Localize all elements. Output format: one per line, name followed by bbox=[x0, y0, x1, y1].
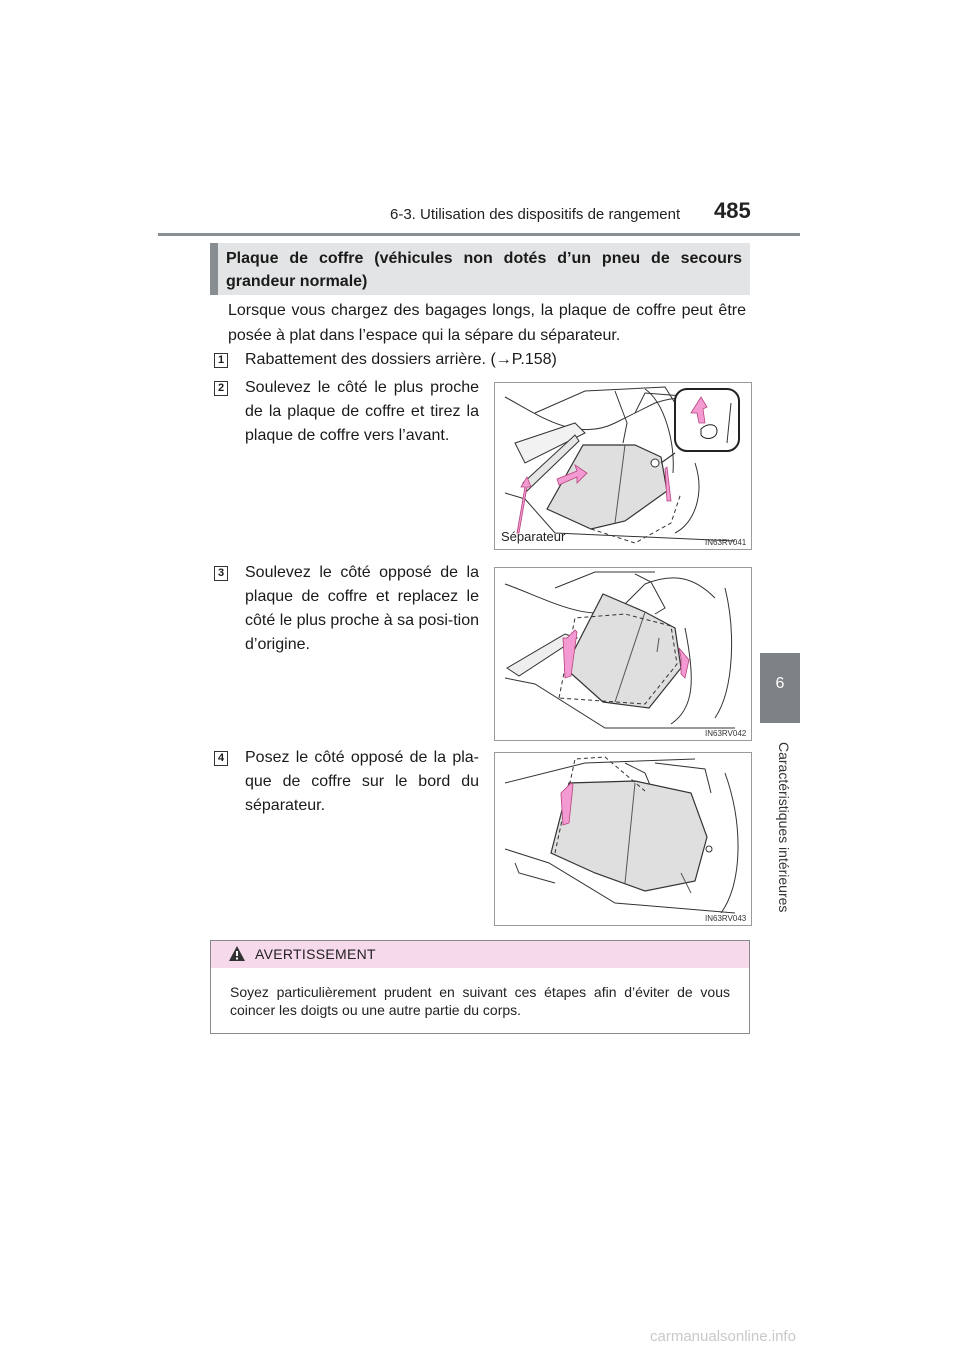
cargo-plate-pull-illustration bbox=[495, 383, 751, 549]
cargo-plate-placed-illustration bbox=[495, 753, 751, 925]
figure-step-3 bbox=[494, 567, 752, 741]
page-number: 485 bbox=[714, 198, 751, 223]
step-text-2: Soulevez le côté le plus proche de la plaque de coffre et tirez la plaque de coffre vers l’avant. bbox=[245, 379, 479, 444]
section-title: Plaque de coffre (véhicules non dotés d’un pneu de secours grandeur normale) bbox=[210, 243, 750, 295]
section-intro: Lorsque vous chargez des bagages longs, la plaque de coffre peut être posée à plat dans l’espace qui la sépare du séparateur. bbox=[228, 302, 746, 344]
separator-label: Séparateur bbox=[501, 529, 566, 544]
warning-box bbox=[210, 940, 750, 1034]
chapter-label: Caractéristiques intérieures bbox=[776, 742, 792, 913]
figure-code-3: IN63RV043 bbox=[705, 914, 747, 923]
figure-code-2: IN63RV042 bbox=[705, 729, 747, 738]
step-number-3: 3 bbox=[214, 566, 228, 581]
running-header-title: 6-3. Utilisation des dispositifs de rangement bbox=[390, 206, 681, 223]
warning-text: Soyez particulièrement prudent en suivant ces étapes afin d’éviter de vous coincer les doigts ou une autre partie du corps. bbox=[230, 984, 730, 1018]
figure-step-2 bbox=[494, 382, 752, 550]
step-number-4: 4 bbox=[214, 751, 228, 766]
step-text-1: Rabattement des dossiers arrière. (→P.158) bbox=[245, 351, 557, 368]
figure-code-1: IN63RV041 bbox=[705, 538, 747, 547]
cargo-plate-replace-illustration bbox=[495, 568, 751, 740]
chapter-number: 6 bbox=[775, 675, 785, 692]
step-number-2: 2 bbox=[214, 381, 228, 396]
header-rule bbox=[158, 233, 800, 236]
step-number-1: 1 bbox=[214, 353, 228, 368]
figure-step-4 bbox=[494, 752, 752, 926]
step-text-4: Posez le côté opposé de la pla-que de coffre sur le bord du séparateur. bbox=[245, 749, 479, 814]
watermark: carmanualsonline.info bbox=[650, 1328, 796, 1345]
warning-header bbox=[211, 941, 749, 968]
warning-triangle-icon bbox=[228, 945, 246, 962]
warning-title: AVERTISSEMENT bbox=[255, 946, 376, 962]
step-text-3: Soulevez le côté opposé de la plaque de coffre et replacez le côté le plus proche à sa posi-tion d’origine. bbox=[245, 564, 479, 653]
